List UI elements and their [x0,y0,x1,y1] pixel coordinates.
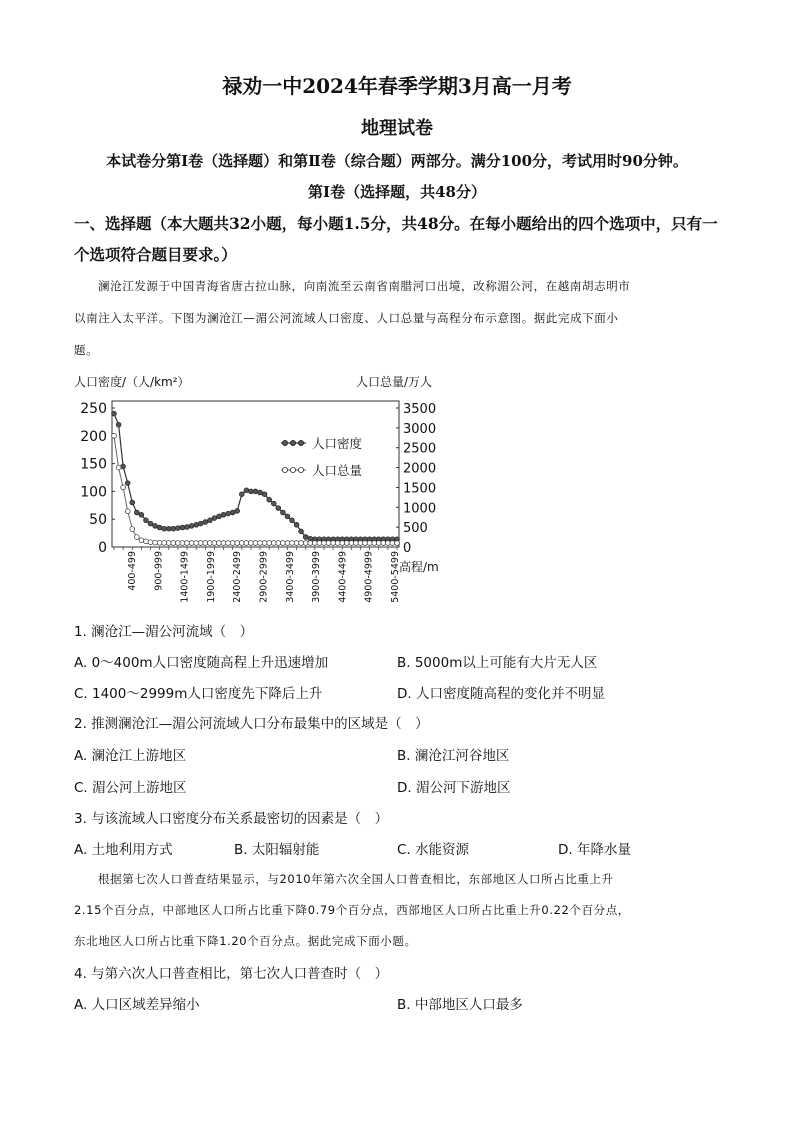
left-tick-label: 50 [89,512,107,529]
total-point [198,541,203,546]
legend [281,436,363,478]
series-lines [112,411,400,545]
density-point [130,500,135,505]
q2-stem: 2. 推测澜沧江—湄公河流域人口分布最集中的区域是（ ） [74,716,429,732]
total-point [125,509,130,514]
total-point [335,541,340,546]
total-point [294,541,299,546]
x-tick-label: 2900-2999 [258,551,270,603]
density-point [239,492,244,497]
passage1-line3: 题。 [74,343,99,357]
q3-option-b[interactable]: B. 太阳辐射能 [234,842,320,858]
total-point [271,541,276,546]
q2-option-a[interactable]: A. 澜沧江上游地区 [74,748,187,764]
left-tick-label: 100 [80,484,107,501]
q4-option-b[interactable]: B. 中部地区人口最多 [397,997,523,1013]
x-axis-title: 高程/m [399,560,439,574]
total-point [208,541,213,546]
density-point [262,492,267,497]
right-tick-label: 1000 [403,501,437,517]
density-point [267,497,272,502]
total-point [308,541,313,546]
total-point [381,541,386,546]
density-point [281,510,286,515]
x-tick-label: 4900-4999 [363,551,375,603]
density-point [162,526,167,531]
exam-title: 禄劝一中2024年春季学期3月高一月考 [222,74,572,98]
total-point [171,541,176,546]
total-point [244,541,249,546]
passage2-line1: 根据第七次人口普查结果显示，与2010年第六次全国人口普查相比，东部地区人口所占比重上升 [98,872,614,886]
density-point [303,535,308,540]
density-point [121,464,126,469]
total-point [249,541,254,546]
total-point [317,541,322,546]
total-point [139,538,144,543]
passage2-line2: 2.15个百分点，中部地区人口所占比重下降0.79个百分点，西部地区人口所占比重上升0.22个百分点， [74,903,630,917]
total-point [235,541,240,546]
density-point [226,511,231,516]
right-tick-label: 3500 [403,402,437,417]
exam-subtitle: 地理试卷 [361,118,433,139]
density-point [271,501,276,506]
density-point [185,525,190,530]
density-point [285,514,290,519]
density-point [203,520,208,525]
total-point [157,540,162,545]
total-point [290,541,295,546]
total-point [312,541,317,546]
total-point [153,540,158,545]
density-point [235,509,240,514]
x-tick-label: 3400-3499 [284,551,296,603]
total-point [390,541,395,546]
density-point [153,524,158,529]
total-point [130,527,135,532]
total-point [148,540,153,545]
density-point [208,518,213,523]
total-point [253,541,258,546]
total-point [144,539,149,544]
density-point [166,526,171,531]
legend-density-label: 人口密度 [312,436,363,451]
total-point [276,541,281,546]
density-point [144,518,149,523]
density-point [258,490,263,495]
density-point [299,529,304,534]
passage2-line3: 东北地区人口所占比重下降1.20个百分点。据此完成下面小题。 [74,934,417,948]
density-point [294,522,299,527]
density-point [194,522,199,527]
right-tick-label: 3000 [403,421,437,437]
right-tick-label: 2500 [403,441,437,457]
left-tick-label: 200 [80,428,107,445]
total-point [285,541,290,546]
density-point [276,506,281,511]
total-point [281,541,286,546]
total-point [134,535,139,540]
total-point [180,541,185,546]
x-tick-label: 4400-4499 [337,551,349,603]
total-point [221,541,226,546]
left-axis-title: 人口密度/（人/km²） [74,375,190,389]
q3-stem: 3. 与该流域人口密度分布关系最密切的因素是（ ） [74,811,389,827]
density-point [176,526,181,531]
density-point [139,512,144,517]
total-point [386,541,391,546]
q1-option-a[interactable]: A. 0～400m人口密度随高程上升迅速增加 [74,655,329,671]
total-point [326,541,331,546]
total-point [212,541,217,546]
density-point [148,521,153,526]
total-point [230,541,235,546]
total-point [176,541,181,546]
total-point [112,433,117,438]
q3-option-c[interactable]: C. 水能资源 [397,842,470,858]
total-point [322,541,327,546]
total-point [303,541,308,546]
left-tick-label: 150 [80,456,107,473]
density-point [212,516,217,521]
total-point [331,541,336,546]
x-tick-label: 900-999 [153,551,165,591]
section-heading: 一、选择题（本大题共32小题，每小题1.5分，共48分。在每小题给出的四个选项中，只有一个选项符合题目要求。） [74,214,718,264]
passage1-line1: 澜沧江发源于中国青海省唐古拉山脉，向南流至云南省南腊河口出境，改称湄公河，在越南胡志明市 [98,279,631,293]
q4-stem: 4. 与第六次人口普查相比，第七次人口普查时（ ） [74,966,389,982]
total-point [262,541,267,546]
total-point [372,541,377,546]
q2-option-c[interactable]: C. 湄公河上游地区 [74,780,187,796]
total-point [340,541,345,546]
total-point [116,465,121,470]
density-point [112,411,117,416]
total-point [194,541,199,546]
right-tick-label: 500 [403,521,428,537]
density-point [157,525,162,530]
right-axis-ticks [396,402,436,556]
density-point [180,525,185,530]
density-point [221,512,226,517]
q2-option-d[interactable]: D. 湄公河下游地区 [397,780,511,796]
part-heading: 第Ⅰ卷（选择题，共48分） [308,183,486,201]
total-point [358,541,363,546]
total-point [376,541,381,546]
q1-option-c[interactable]: C. 1400～2999m人口密度先下降后上升 [74,686,323,702]
right-tick-label: 1500 [403,481,437,497]
density-point [134,510,139,515]
density-point [217,514,222,519]
total-point [395,541,400,546]
density-point [171,526,176,531]
x-tick-label: 1900-1999 [205,551,217,603]
q3-option-a[interactable]: A. 土地利用方式 [74,842,173,858]
q1-stem: 1. 澜沧江—湄公河流域（ ） [74,624,254,640]
total-point [203,541,208,546]
q2-option-b[interactable]: B. 澜沧江河谷地区 [397,748,510,764]
density-point [249,489,254,494]
total-point [367,541,372,546]
right-tick-label: 0 [403,541,412,556]
x-tick-label: 400-499 [127,551,138,591]
total-point [299,541,304,546]
population-elevation-chart [66,368,456,608]
density-point [253,489,258,494]
legend-total-label: 人口总量 [312,463,363,478]
total-point [217,541,222,546]
total-point [363,541,368,546]
total-point [349,541,354,546]
total-point [162,541,167,546]
right-axis-title: 人口总量/万人 [356,375,433,389]
x-tick-label: 3900-3999 [311,551,323,603]
q3-option-d[interactable]: D. 年降水量 [558,842,631,858]
x-axis-ticks [114,547,401,603]
total-point [185,541,190,546]
density-point [189,524,194,529]
total-point [344,541,349,546]
density-point [125,481,130,486]
q1-option-d[interactable]: D. 人口密度随高程的变化并不明显 [397,686,605,702]
left-tick-label: 250 [80,401,107,417]
exam-intro: 本试卷分第Ⅰ卷（选择题）和第Ⅱ卷（综合题）两部分。满分100分，考试用时90分钟。 [106,152,688,170]
total-point [166,541,171,546]
right-tick-label: 2000 [403,461,437,477]
total-point [267,541,272,546]
total-point [189,541,194,546]
total-point [239,541,244,546]
density-point [116,422,121,427]
density-point [290,518,295,523]
q1-option-b[interactable]: B. 5000m以上可能有大片无人区 [397,655,598,671]
total-point [258,541,263,546]
density-point [244,488,249,493]
q4-option-a[interactable]: A. 人口区域差异缩小 [74,997,200,1013]
x-tick-label: 5400-5499 [390,551,401,603]
left-tick-label: 0 [98,540,107,556]
density-point [198,521,203,526]
density-point [230,510,235,515]
x-tick-label: 2400-2499 [232,551,244,603]
x-tick-label: 1400-1499 [179,551,191,603]
left-axis-ticks [80,401,115,556]
passage1-line2: 以南注入太平洋。下图为澜沧江—湄公河流域人口密度、人口总量与高程分布示意图。据此完成下面小 [74,311,619,325]
total-point [226,541,231,546]
total-point [354,541,359,546]
total-point [121,485,126,490]
